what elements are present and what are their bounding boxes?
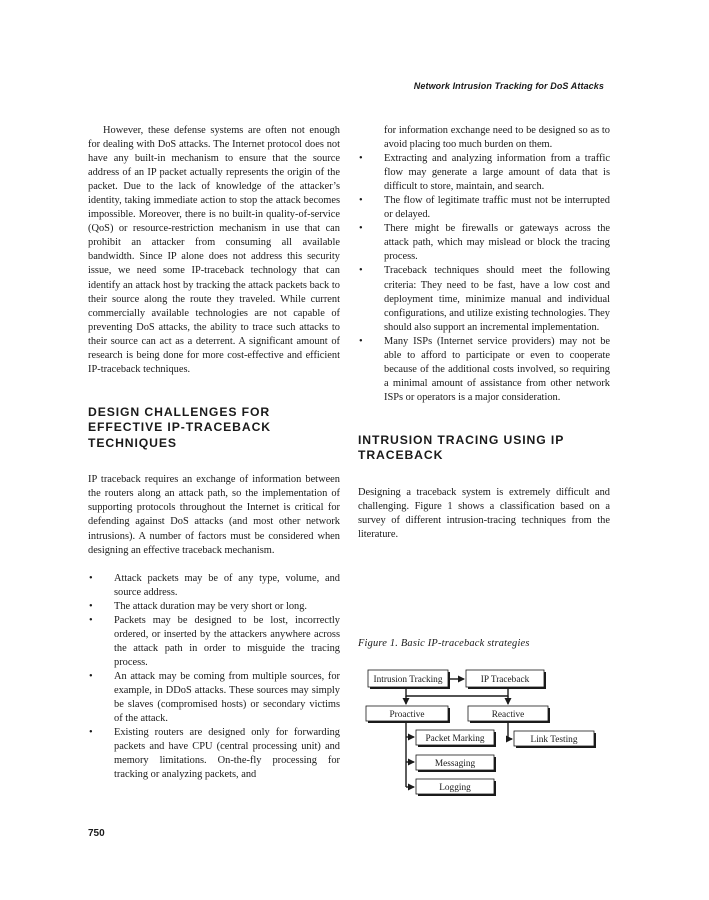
node-label: Reactive [491,710,525,720]
right-column [358,124,610,542]
node-link-testing [514,731,596,748]
list-item: • The attack duration may be very short or long. [88,600,340,614]
list-item: • Existing routers are designed only for forwarding packets and have CPU (central processing unit) and memory limitations. On-the-fly processing for tracking or analyzing packets, and [88,726,340,782]
node-packet-marking [416,730,496,747]
connector-to-link-testing [508,722,512,739]
node-reactive [468,706,550,723]
node-ip-traceback [466,670,546,689]
section-heading-intrusion-tracing: INTRUSION TRACING USING IP TRACEBACK [358,432,564,463]
node-label: Link Testing [530,735,578,745]
node-label: Messaging [434,759,476,769]
connector-traceback-split [406,688,508,696]
design-challenges-paragraph: IP traceback requires an exchange of information between the routers along an attack path, so the implementation of supporting protocols throughout the Internet is critical for defending against DoS attacks (and most other network intrusions). A number of factors must be considered when designing an effective traceback mechanism. [88,474,340,556]
intro-paragraph: However, these defense systems are often not enough for dealing with DoS attacks. The Internet protocol does not have any built-in mechanism to ensure that the source address of an IP packet actually represents the origin of the packet. Due to the lack of knowledge of the attacker’s identity, taking immediate action to stop the attack becomes impossible. Moreover, there is no built-in quality-of-service (QoS) or resource-restriction mechanism in use that can prohibit an attacker from consuming all available bandwidth. Since IP alone does not address this security issue, we need some IP-traceback technology that can identify an attack host by tracking the attack packets back to their source along the route they traveled. While current commercially available technologies are not capable of preventing DoS attacks, the ability to trace such attacks to their source can act as a deterrent. A significant amount of research is being done for more cost-effective and efficient IP-traceback techniques. [88,125,340,375]
figure-caption: Figure 1. Basic IP-traceback strategies [358,638,530,649]
node-label: IP Traceback [480,675,530,685]
running-title: Network Intrusion Tracking for DoS Attacks [413,81,604,91]
list-item: • Many ISPs (Internet service providers) may not be able to afford to participate or even to cooperate because of the additional costs involved, so requiring a minimal amount of assistance from other network ISPs or operators is a major consideration. [358,335,610,405]
left-column [88,124,340,782]
considerations-list [358,152,610,405]
node-label: Intrusion Tracking [373,675,443,685]
node-proactive [366,706,450,723]
continuation-paragraph: for information exchange need to be designed so as to avoid placing too much burden on them. [384,125,610,151]
traceback-strategy-diagram [360,664,610,804]
page-number: 750 [88,828,105,839]
list-item: • An attack may be coming from multiple sources, for example, in DDoS attacks. These sources may simply be slaves (compromised hosts) or secondary victims of the attack. [88,670,340,726]
list-item: • Traceback techniques should meet the following criteria: They need to be fast, have a low cost and deployment time, minimize manual and individual configurations, and utilize existing technologies. They should also support an incremental implementation. [358,264,610,334]
node-logging [416,779,496,796]
list-item: • Attack packets may be of any type, volume, and source address. [88,572,340,600]
intrusion-tracing-paragraph: Designing a traceback system is extremely difficult and challenging. Figure 1 shows a classification based on a survey of different intrusion-tracing techniques from the literature. [358,486,610,541]
node-label: Packet Marking [425,734,485,744]
design-challenges-list [88,572,340,783]
list-item: • The flow of legitimate traffic must not be interrupted or delayed. [358,194,610,222]
node-label: Logging [439,783,471,793]
list-item: • Extracting and analyzing information from a traffic flow may generate a large amount of data that is difficult to store, maintain, and search. [358,152,610,194]
list-item: • Packets may be designed to be lost, incorrectly ordered, or inserted by the attackers anywhere across the attack path in order to misguide the tracing process. [88,614,340,670]
node-intrusion-tracking [368,670,450,689]
node-messaging [416,755,496,772]
node-label: Proactive [389,710,425,720]
section-heading-design-challenges: DESIGN CHALLENGES FOR EFFECTIVE IP-TRACEBACK TECHNIQUES [88,404,271,450]
list-item: • There might be firewalls or gateways across the attack path, which may mislead or block the tracing process. [358,222,610,264]
